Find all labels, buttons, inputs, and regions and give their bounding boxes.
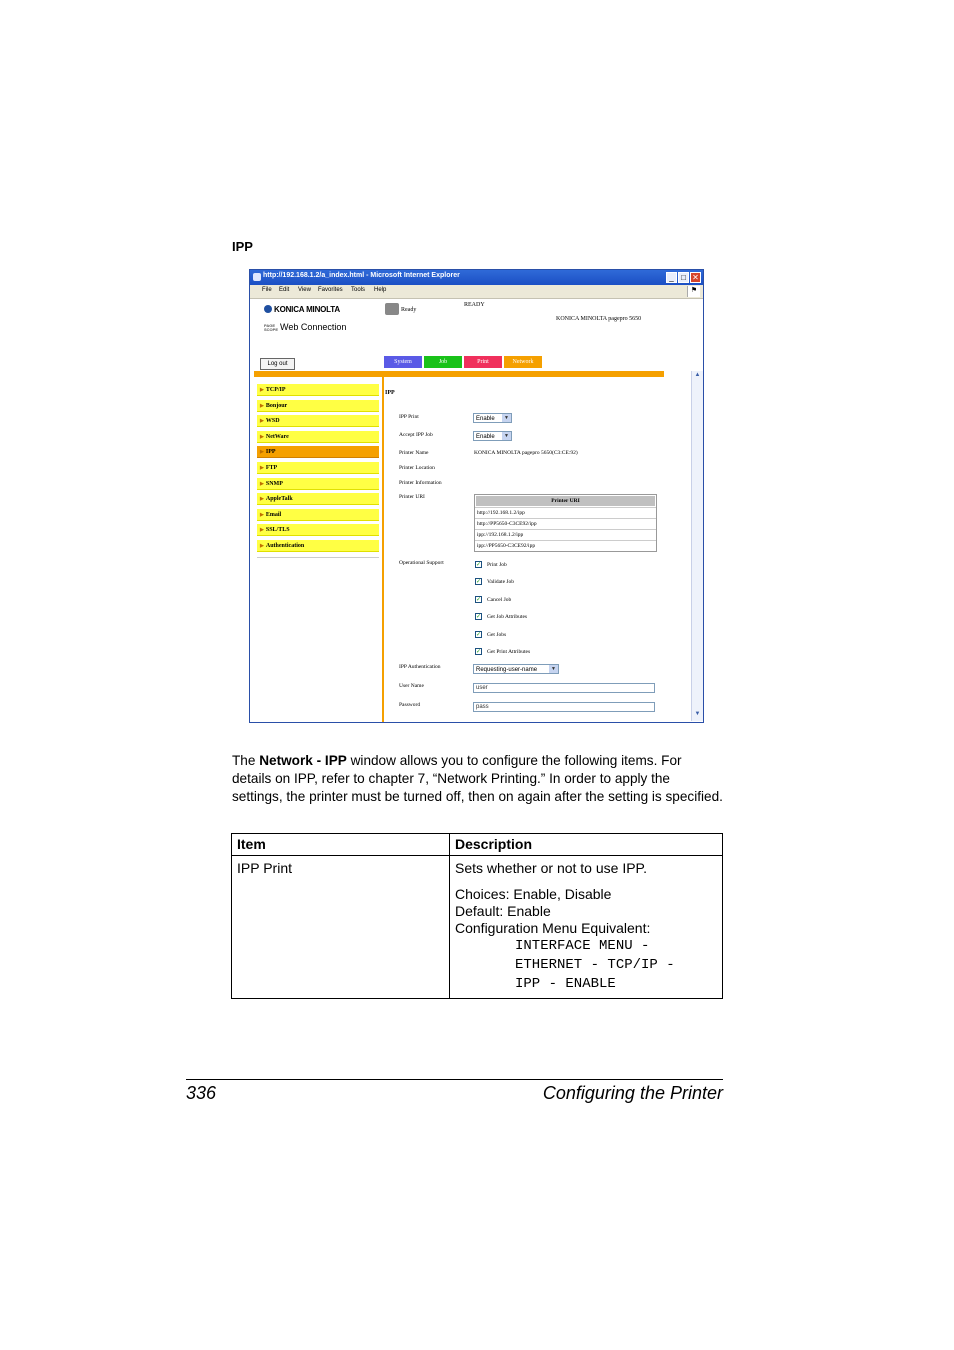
user-name-label: User Name <box>399 683 424 689</box>
menu-edit[interactable]: Edit <box>279 287 290 293</box>
menu-favorites[interactable]: Favorites <box>318 287 343 293</box>
footer-rule <box>186 1079 723 1080</box>
tab-system[interactable]: System <box>384 356 422 368</box>
user-name-input[interactable]: user <box>473 683 655 693</box>
settings-table <box>231 833 723 999</box>
windows-flag-icon: ⚑ <box>687 286 700 297</box>
accept-ipp-job-select[interactable]: Enable ▼ <box>473 431 512 441</box>
ipp-print-select[interactable]: Enable ▼ <box>473 413 512 423</box>
checkbox-checked-icon[interactable]: ✓ <box>476 614 482 621</box>
table-header-row <box>232 834 723 856</box>
op-print-job[interactable]: ✓ Print Job <box>476 562 507 569</box>
page-number: 336 <box>186 1083 217 1103</box>
accept-ipp-job-label: Accept IPP Job <box>399 432 433 438</box>
column-header-item: Item <box>232 834 450 856</box>
printer-uri-header: Printer URI <box>475 495 656 507</box>
ipp-authentication-select[interactable]: Requesting-user-name ▼ <box>473 664 559 674</box>
nav-item-wsd[interactable]: ▶ WSD <box>257 415 379 427</box>
password-label: Password <box>399 702 421 708</box>
menu-bar <box>250 285 703 299</box>
scroll-down-icon[interactable]: ▼ <box>694 711 701 717</box>
maximize-button[interactable]: □ <box>678 272 689 283</box>
scrollbar[interactable] <box>691 371 703 721</box>
description-paragraph: The Network - IPP window allows you to configure the following items. For details on IPP, refer to chapter 7, “Network Printing.” In order to apply the settings, the printer must be turned off, then on again after the setting is specified. <box>232 753 723 804</box>
menu-file[interactable]: File <box>262 287 272 293</box>
op-get-jobs[interactable]: ✓ Get Jobs <box>476 632 507 639</box>
ipp-authentication-label: IPP Authentication <box>399 664 441 670</box>
printer-uri-table <box>474 494 657 552</box>
section-heading: IPP <box>232 239 253 254</box>
printer-uri-row: ipp://192.168.1.2/ipp <box>475 529 656 540</box>
nav-item-authentication[interactable]: ▶ Authentication <box>257 540 379 552</box>
nav-item-ssltls[interactable]: ▶ SSL/TLS <box>257 524 379 536</box>
op-get-job-attributes[interactable]: ✓ Get Job Attributes <box>476 614 528 621</box>
ipp-print-label: IPP Print <box>399 414 419 420</box>
operational-support-label: Operational Support <box>399 560 444 566</box>
menu-help[interactable]: Help <box>374 287 387 293</box>
content-title: IPP <box>385 390 395 396</box>
item-cell: IPP Print <box>232 856 450 999</box>
printer-name-label: Printer Name <box>399 450 429 456</box>
konica-minolta-logo: KONICA MINOLTA <box>264 305 340 314</box>
close-button[interactable]: ✕ <box>690 272 701 283</box>
web-connection-logo: PAGE SCOPE Web Connection <box>264 322 347 332</box>
minimize-button[interactable]: _ <box>666 272 677 283</box>
checkbox-checked-icon[interactable]: ✓ <box>476 597 482 604</box>
menu-path-line: INTERFACE MENU - <box>515 938 650 954</box>
content-divider <box>382 377 384 722</box>
nav-item-tcpip[interactable]: ▶ TCP/IP <box>257 384 379 396</box>
nav-item-email[interactable]: ▶ Email <box>257 509 379 521</box>
menu-path-line: ETHERNET - TCP/IP - <box>515 957 675 973</box>
nav-item-netware[interactable]: ▶ NetWare <box>257 431 379 443</box>
menu-view[interactable]: View <box>298 287 311 293</box>
tab-network[interactable]: Network <box>504 356 542 368</box>
title-bar <box>250 270 703 285</box>
scroll-up-icon[interactable]: ▲ <box>694 372 701 378</box>
chevron-down-icon: ▼ <box>502 432 511 440</box>
printer-uri-row: ipp://PP5650-C3CE92/ipp <box>475 540 656 551</box>
orange-divider <box>254 371 664 377</box>
checkbox-checked-icon[interactable]: ✓ <box>476 562 482 569</box>
model-name: KONICA MINOLTA pagepro 5650 <box>556 316 642 322</box>
chevron-down-icon: ▼ <box>502 414 511 422</box>
printer-uri-row: http://PP5650-C3CE92/ipp <box>475 518 656 529</box>
chapter-title: Configuring the Printer <box>542 1083 723 1103</box>
ie-icon <box>253 273 261 281</box>
default-text: Default: Enable <box>455 903 551 919</box>
description-cell <box>450 856 723 999</box>
op-validate-job[interactable]: ✓ Validate Job <box>476 579 515 586</box>
choices-text: Choices: Enable, Disable <box>455 886 612 902</box>
nav-item-bonjour[interactable]: ▶ Bonjour <box>257 400 379 412</box>
table-row <box>232 856 723 999</box>
nav-item-ftp[interactable]: ▶ FTP <box>257 462 379 474</box>
config-equivalent-text: Configuration Menu Equivalent: <box>455 920 651 936</box>
nav-divider <box>257 557 379 558</box>
checkbox-checked-icon[interactable]: ✓ <box>476 632 482 639</box>
chevron-down-icon: ▼ <box>549 665 558 673</box>
tab-print[interactable]: Print <box>464 356 502 368</box>
status-text: READY <box>464 302 485 308</box>
tab-job[interactable]: Job <box>424 356 462 368</box>
column-header-description: Description <box>450 834 723 856</box>
op-cancel-job[interactable]: ✓ Cancel Job <box>476 597 512 604</box>
description-text: Sets whether or not to use IPP. <box>455 860 647 876</box>
printer-uri-label: Printer URI <box>399 494 425 500</box>
window-title: http://192.168.1.2/a_index.html - Microsoft Internet Explorer <box>263 272 460 279</box>
printer-icon <box>385 303 399 315</box>
menu-tools[interactable]: Tools <box>351 287 366 293</box>
nav-item-appletalk[interactable]: ▶ AppleTalk <box>257 493 379 505</box>
printer-uri-row: http://192.168.1.2/ipp <box>475 507 656 518</box>
nav-item-snmp[interactable]: ▶ SNMP <box>257 478 379 490</box>
password-input[interactable]: pass <box>473 702 655 712</box>
op-get-print-attributes[interactable]: ✓ Get Print Attributes <box>476 649 531 656</box>
logout-button[interactable]: Log out <box>260 358 295 370</box>
left-navigation <box>257 384 379 556</box>
browser-window <box>249 269 704 723</box>
menu-path-line: IPP - ENABLE <box>515 976 616 992</box>
nav-item-ipp[interactable]: ▶ IPP <box>257 446 379 458</box>
status-icon-text: Ready <box>401 307 417 313</box>
checkbox-checked-icon[interactable]: ✓ <box>476 649 482 656</box>
printer-information-label: Printer Information <box>399 480 442 486</box>
printer-location-label: Printer Location <box>399 465 435 471</box>
printer-name-value: KONICA MINOLTA pagepro 5650(C3:CE:92) <box>474 450 578 456</box>
checkbox-checked-icon[interactable]: ✓ <box>476 579 482 586</box>
